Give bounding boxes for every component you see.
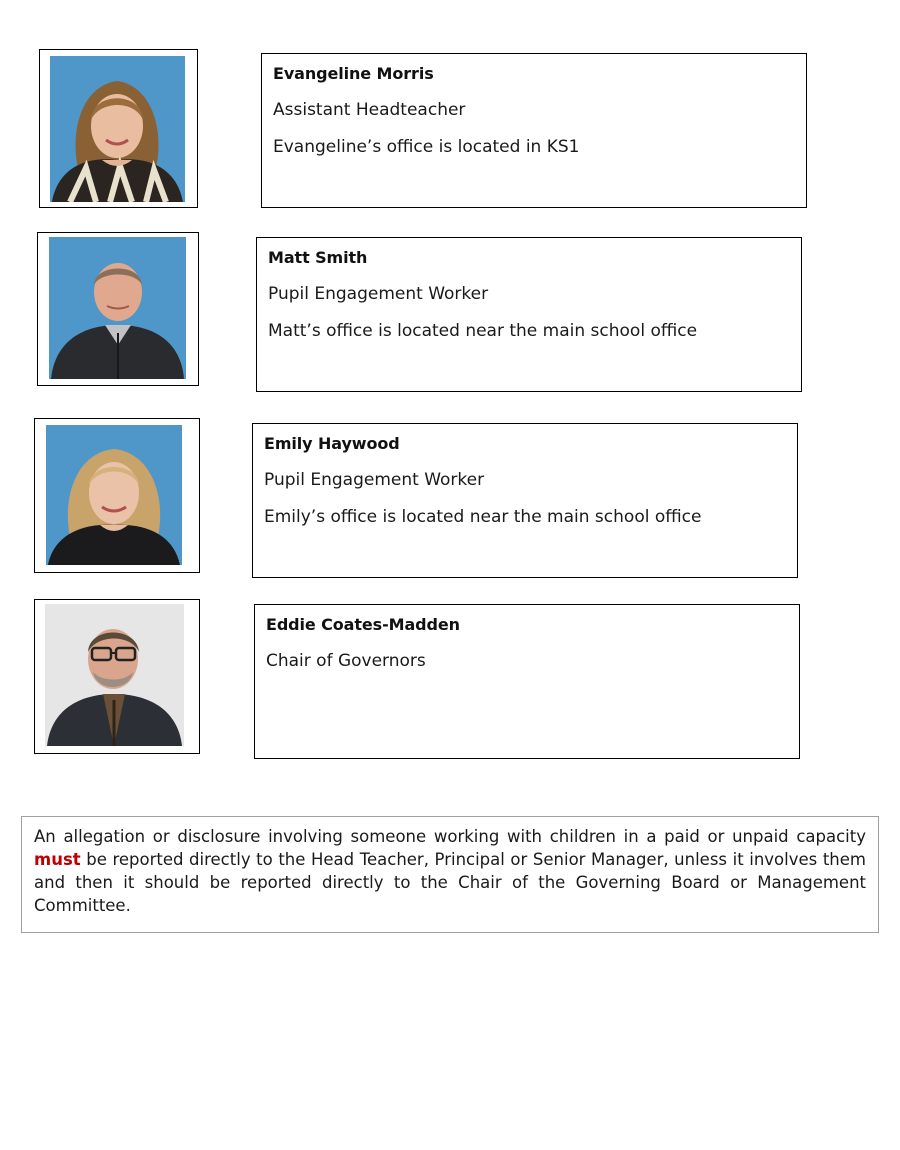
staff-photo-eddie xyxy=(45,604,184,746)
safeguarding-notice xyxy=(21,816,879,933)
staff-photo-emily xyxy=(46,425,182,565)
staff-name: Evangeline Morris xyxy=(273,64,434,83)
staff-location: Matt’s office is located near the main school office xyxy=(268,321,698,341)
staff-photo-matt xyxy=(49,237,186,379)
staff-role: Assistant Headteacher xyxy=(273,100,466,120)
staff-info-card-eddie xyxy=(254,604,800,759)
staff-photo-frame-evangeline xyxy=(39,49,198,208)
staff-info-card-matt xyxy=(256,237,802,392)
staff-info-card-emily xyxy=(252,423,798,578)
staff-info-card-evangeline xyxy=(261,53,807,208)
staff-location: Emily’s office is located near the main school office xyxy=(264,507,702,527)
notice-text xyxy=(34,825,866,917)
staff-photo-frame-emily xyxy=(34,418,200,573)
staff-photo-evangeline xyxy=(50,56,185,202)
staff-name: Emily Haywood xyxy=(264,434,400,453)
staff-photo-frame-matt xyxy=(37,232,199,386)
staff-name: Eddie Coates-Madden xyxy=(266,615,460,634)
staff-name: Matt Smith xyxy=(268,248,368,267)
staff-location: Evangeline’s office is located in KS1 xyxy=(273,137,580,157)
staff-photo-frame-eddie xyxy=(34,599,200,754)
staff-role: Chair of Governors xyxy=(266,651,426,671)
notice-text-part2: be reported directly to the Head Teacher, Principal or Senior Manager, unless it involves them and then it should be reported directly to the Chair of the Governing Board or Management Committee. xyxy=(34,850,866,915)
notice-emphasis: must xyxy=(34,850,81,869)
notice-text-part1: An allegation or disclosure involving someone working with children in a paid or unpaid capacity xyxy=(34,827,866,846)
staff-role: Pupil Engagement Worker xyxy=(264,470,485,490)
staff-role: Pupil Engagement Worker xyxy=(268,284,489,304)
